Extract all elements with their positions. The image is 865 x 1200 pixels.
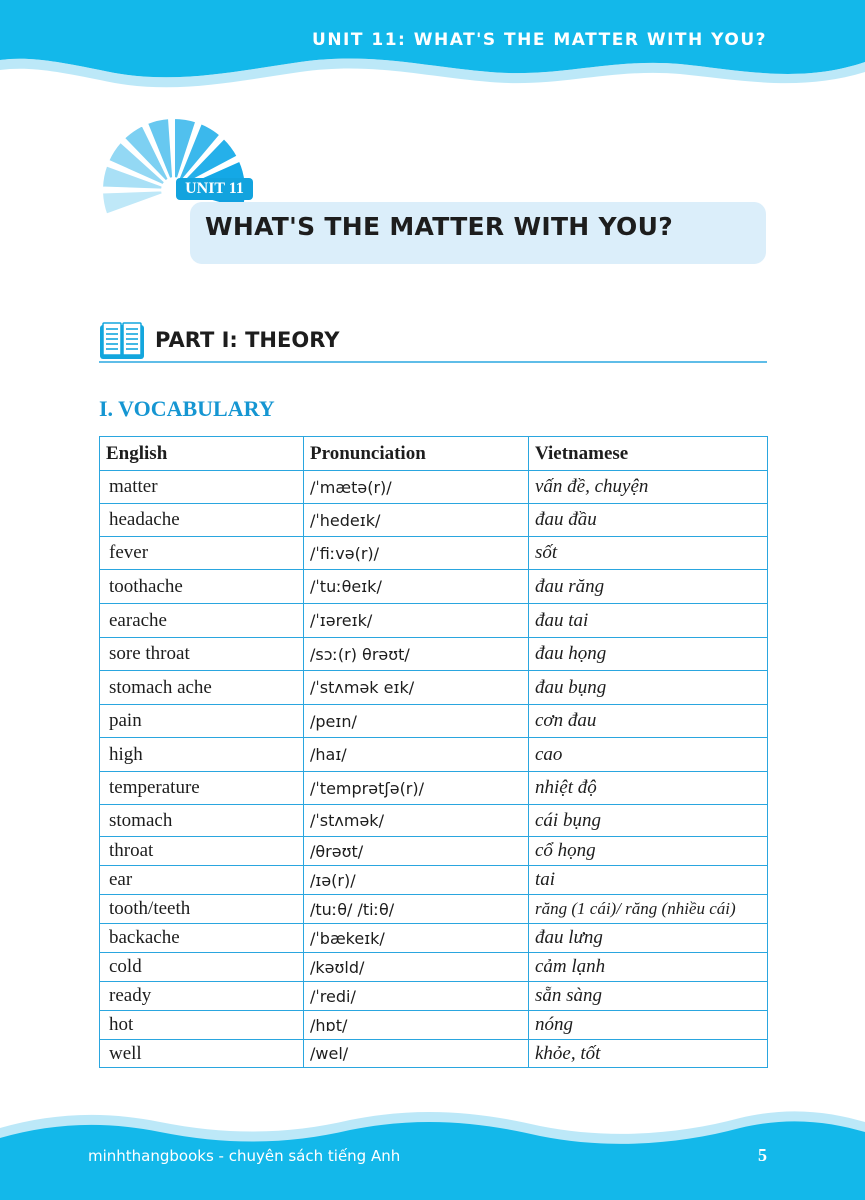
- pronunciation-cell: /ˈɪəreɪk/: [304, 604, 529, 638]
- table-row: [100, 895, 768, 924]
- table-header-row: [100, 437, 768, 471]
- pronunciation-cell: /ˈmætə(r)/: [304, 471, 529, 504]
- table-row: [100, 805, 768, 837]
- vietnamese-cell: nhiệt độ: [529, 772, 768, 805]
- unit-badge: UNIT 11: [176, 178, 253, 200]
- table-row: [100, 866, 768, 895]
- english-cell: throat: [100, 837, 304, 866]
- vietnamese-cell: vấn đề, chuyện: [529, 471, 768, 504]
- vietnamese-cell: đau lưng: [529, 924, 768, 953]
- english-cell: hot: [100, 1011, 304, 1040]
- pronunciation-cell: /θrəʊt/: [304, 837, 529, 866]
- pronunciation-cell: /ˈstʌmək eɪk/: [304, 671, 529, 705]
- vietnamese-cell: cảm lạnh: [529, 953, 768, 982]
- vietnamese-cell: cái bụng: [529, 805, 768, 837]
- table-row: [100, 638, 768, 671]
- vietnamese-cell: đau tai: [529, 604, 768, 638]
- table-row: [100, 537, 768, 570]
- english-cell: high: [100, 738, 304, 772]
- english-cell: ready: [100, 982, 304, 1011]
- vietnamese-cell: nóng: [529, 1011, 768, 1040]
- english-cell: earache: [100, 604, 304, 638]
- pronunciation-cell: /ˈtuːθeɪk/: [304, 570, 529, 604]
- vietnamese-cell: sẵn sàng: [529, 982, 768, 1011]
- pronunciation-cell: /kəʊld/: [304, 953, 529, 982]
- pronunciation-cell: /hɒt/: [304, 1011, 529, 1040]
- column-header: English: [100, 437, 304, 471]
- english-cell: ear: [100, 866, 304, 895]
- pronunciation-cell: /wel/: [304, 1040, 529, 1068]
- table-row: [100, 738, 768, 772]
- part-title: PART I: THEORY: [155, 328, 340, 352]
- table-row: [100, 982, 768, 1011]
- vietnamese-cell: đau bụng: [529, 671, 768, 705]
- vietnamese-cell: cổ họng: [529, 837, 768, 866]
- table-row: [100, 1040, 768, 1068]
- table-row: [100, 570, 768, 604]
- table-row: [100, 837, 768, 866]
- english-cell: temperature: [100, 772, 304, 805]
- english-cell: tooth/teeth: [100, 895, 304, 924]
- pronunciation-cell: /ˈfiːvə(r)/: [304, 537, 529, 570]
- english-cell: matter: [100, 471, 304, 504]
- english-cell: stomach: [100, 805, 304, 837]
- vietnamese-cell: cao: [529, 738, 768, 772]
- vocabulary-table: [99, 436, 768, 1068]
- table-row: [100, 924, 768, 953]
- pronunciation-cell: /ˈstʌmək/: [304, 805, 529, 837]
- pronunciation-cell: /ˈtemprətʃə(r)/: [304, 772, 529, 805]
- english-cell: well: [100, 1040, 304, 1068]
- table-row: [100, 504, 768, 537]
- english-cell: pain: [100, 705, 304, 738]
- vietnamese-cell: răng (1 cái)/ răng (nhiều cái): [529, 895, 768, 924]
- pronunciation-cell: /ˈredi/: [304, 982, 529, 1011]
- unit-title: WHAT'S THE MATTER WITH YOU?: [205, 212, 673, 241]
- vietnamese-cell: khỏe, tốt: [529, 1040, 768, 1068]
- vietnamese-cell: sốt: [529, 537, 768, 570]
- pronunciation-cell: /haɪ/: [304, 738, 529, 772]
- vietnamese-cell: tai: [529, 866, 768, 895]
- pronunciation-cell: /ɪə(r)/: [304, 866, 529, 895]
- page-number: 5: [758, 1145, 767, 1165]
- table-row: [100, 705, 768, 738]
- column-header: Vietnamese: [529, 437, 768, 471]
- part-divider: [99, 361, 767, 363]
- vietnamese-cell: đau đầu: [529, 504, 768, 537]
- english-cell: headache: [100, 504, 304, 537]
- footer-publisher: minhthangbooks - chuyên sách tiếng Anh: [88, 1147, 401, 1165]
- fan-blade: [102, 190, 163, 214]
- pronunciation-cell: /ˈhedeɪk/: [304, 504, 529, 537]
- running-header: UNIT 11: WHAT'S THE MATTER WITH YOU?: [312, 30, 767, 50]
- table-row: [100, 671, 768, 705]
- table-row: [100, 772, 768, 805]
- pronunciation-cell: /peɪn/: [304, 705, 529, 738]
- english-cell: fever: [100, 537, 304, 570]
- table-row: [100, 953, 768, 982]
- english-cell: backache: [100, 924, 304, 953]
- table-row: [100, 1011, 768, 1040]
- english-cell: sore throat: [100, 638, 304, 671]
- table-row: [100, 471, 768, 504]
- pronunciation-cell: /sɔː(r) θrəʊt/: [304, 638, 529, 671]
- pronunciation-cell: /tuːθ/ /tiːθ/: [304, 895, 529, 924]
- vietnamese-cell: cơn đau: [529, 705, 768, 738]
- open-book-icon: [99, 321, 145, 361]
- column-header: Pronunciation: [304, 437, 529, 471]
- english-cell: toothache: [100, 570, 304, 604]
- section-title: I. VOCABULARY: [99, 396, 275, 421]
- english-cell: cold: [100, 953, 304, 982]
- table-row: [100, 604, 768, 638]
- header-wave-band: [0, 0, 865, 100]
- pronunciation-cell: /ˈbækeɪk/: [304, 924, 529, 953]
- english-cell: stomach ache: [100, 671, 304, 705]
- vietnamese-cell: đau răng: [529, 570, 768, 604]
- vietnamese-cell: đau họng: [529, 638, 768, 671]
